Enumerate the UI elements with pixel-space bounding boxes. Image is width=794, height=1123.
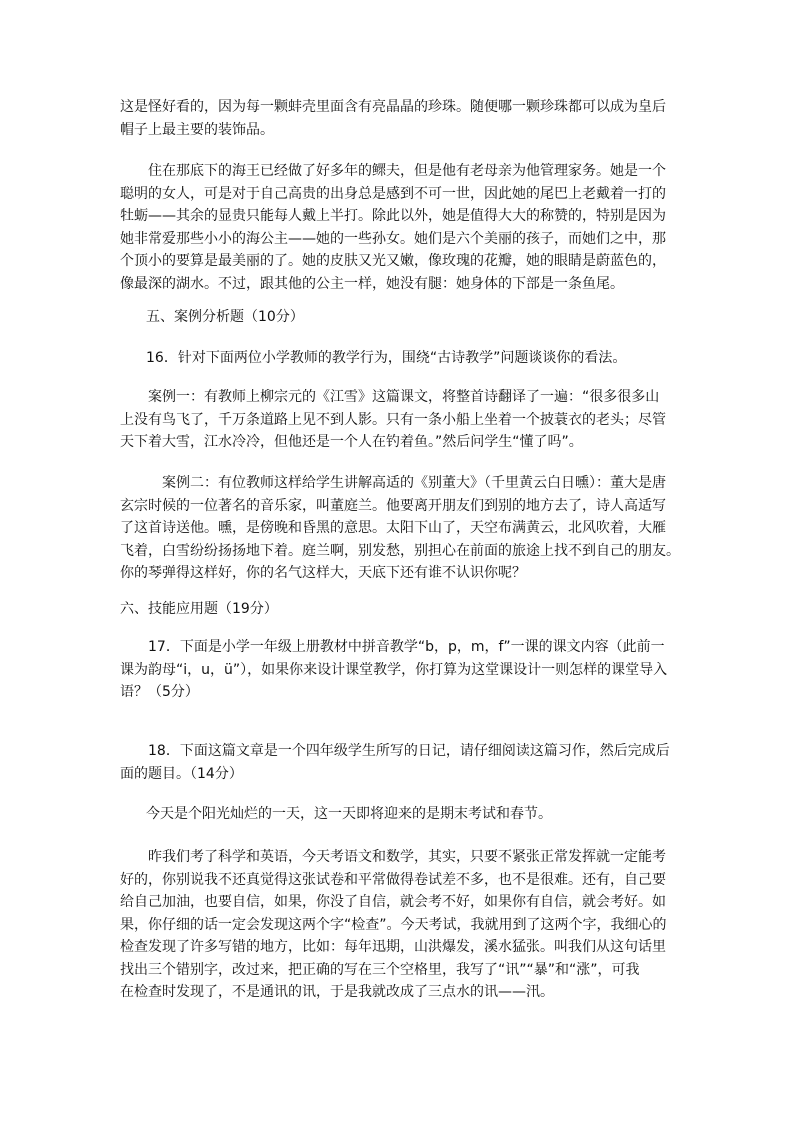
text-line: 住在那底下的海王已经做了好多年的鳏夫，但是他有老母亲为他管理家务。她是一个 — [120, 163, 666, 179]
text-line: 帽子上最主要的装饰品。 — [120, 121, 274, 138]
question-18 — [120, 740, 680, 785]
text-line: 找出三个错别字，改过来，把正确的写在三个空格里，我写了“讯”“暴”和“涨”，可我 — [120, 961, 640, 978]
paragraph-sea-king — [120, 160, 680, 295]
text-line: 像最深的湖水。不过，跟其他的公主一样，她没有腿：她身体的下部是一条鱼尾。 — [120, 275, 624, 292]
text-line: 好的，你别说我不还真觉得这张试卷和平常做得卷试差不多，也不是很难。还有，自己要 — [120, 871, 666, 888]
text-line: 案例二：有位教师这样给学生讲解高适的《别董大》（千里黄云白日曛）：董大是唐 — [120, 475, 666, 491]
text-line: 17．下面是小学一年级上册教材中拼音教学“b，p，m，f”一课的课文内容（此前一 — [120, 639, 665, 655]
text-line: 昨我们考了科学和英语，今天考语文和数学，其实，只要不紧张正常发挥就一定能考 — [120, 849, 666, 865]
text-line: 玄宗时候的一位著名的音乐家，叫董庭兰。他要离开朋友们到别的地方去了，诗人高适写 — [120, 497, 666, 514]
text-line: 18．下面这篇文章是一个四年级学生所写的日记，请仔细阅读这篇习作，然后完成后 — [120, 743, 670, 759]
case-two — [120, 472, 680, 585]
text-line: 课为韵母“i，u，ü”），如果你来设计课堂教学，你打算为这堂课设计一则怎样的课堂导入 — [120, 661, 668, 678]
question-16: 16．针对下面两位小学教师的教学行为，围绕“古诗教学”问题谈谈你的看法。 — [146, 350, 627, 366]
text-line: 检查发现了许多写错的地方，比如：每年迅期，山洪爆发，溪水猛张。叫我们从这句话里 — [120, 939, 666, 955]
section-heading-skills: 六、技能应用题（19分） — [120, 601, 278, 617]
text-line: 这是怪好看的，因为每一颗蚌壳里面含有亮晶晶的珍珠。随便哪一颗珍珠都可以成为皇后 — [120, 99, 666, 115]
text-line: 案例一：有教师上柳宗元的《江雪》这篇课文，将整首诗翻译了一遍：“很多很多山 — [120, 389, 660, 405]
text-line: 她非常爱那些小小的海公主——她的一些孙女。她们是六个美丽的孩子，而她们之中，那 — [120, 230, 666, 247]
diary-opening: 今天是个阳光灿烂的一天，这一天即将迎来的是期末考试和春节。 — [146, 806, 552, 822]
text-line: 语？（5分） — [120, 684, 199, 700]
section-heading-case-analysis: 五、案例分析题（10分） — [146, 309, 304, 325]
question-17 — [120, 636, 680, 704]
text-line: 牡蛎——其余的显贵只能每人戴上半打。除此以外，她是值得大大的称赞的，特别是因为 — [120, 208, 666, 224]
text-line: 了这首诗送他。曛，是傍晚和昏黑的意思。太阳下山了，天空布满黄云，北风吹着，大雁 — [120, 520, 666, 536]
text-line: 面的题目。（14分） — [120, 765, 243, 782]
text-line: 聪明的女人，可是对于自己高贵的出身总是感到不可一世，因此她的尾巴上老戴着一打的 — [120, 185, 666, 202]
text-line: 上没有鸟飞了，千万条道路上见不到人影。只有一条小船上坐着一个披蓑衣的老头；尽管 — [120, 411, 666, 428]
text-line: 在检查时发现了，不是通讯的讯，于是我就改成了三点水的讯——汛。 — [120, 984, 554, 1000]
text-line: 天下着大雪，江水冷冷，但他还是一个人在钓着鱼。”然后问学生“懂了吗”。 — [120, 434, 583, 450]
text-line: 飞着，白雪纷纷扬扬地下着。庭兰啊，别发愁，别担心在前面的旅途上找不到自己的朋友。 — [120, 542, 680, 559]
paragraph-pearls — [120, 96, 680, 141]
diary-body — [120, 846, 680, 1004]
text-line: 个顶小的要算是最美丽的了。她的皮肤又光又嫩，像玫瑰的花瓣，她的眼睛是蔚蓝色的， — [120, 253, 666, 269]
text-line: 给自己加油，也要自信，如果，你没了自信，就会考不好，如果你有自信，就会考好。如 — [120, 894, 666, 910]
text-line: 你的琴弹得这样好，你的名气这样大，天底下还有谁不认识你呢？ — [120, 565, 526, 581]
case-one — [120, 386, 680, 454]
text-line: 果，你仔细的话一定会发现这两个字“检查”。今天考试，我就用到了这两个字，我细心的 — [120, 916, 667, 933]
